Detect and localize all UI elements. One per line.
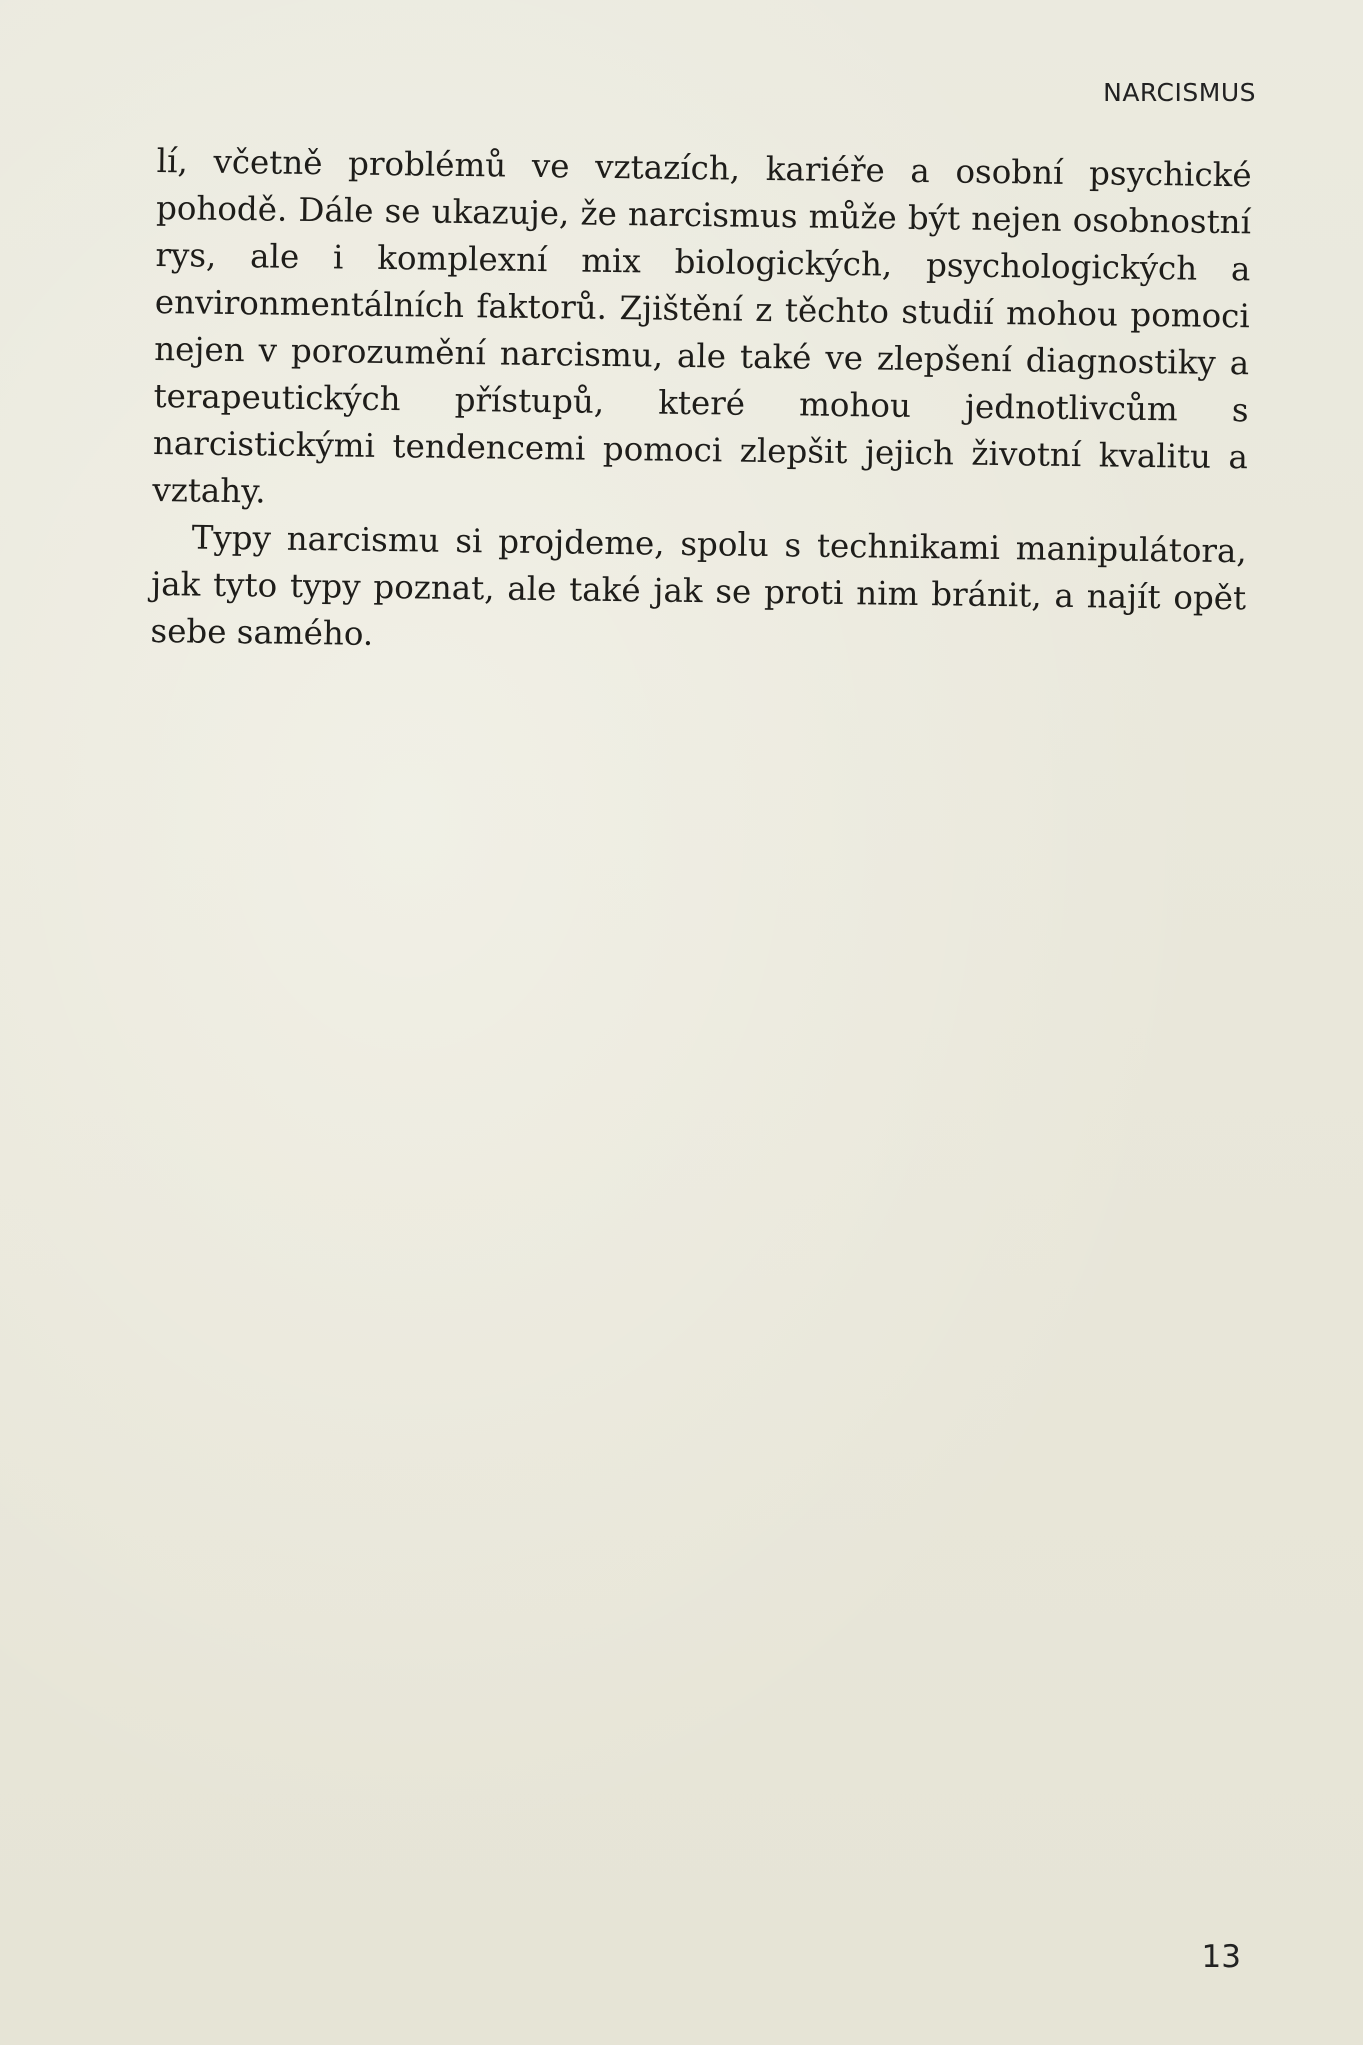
- page-number: 13: [1201, 1939, 1241, 1975]
- paragraph-continued: lí, včetně problémů ve vztazích, kariéře a osobní psychické pohodě. Dále se ukazuje, že narcismus může být nejen osobnostní rys, ale i komplexní mix biologických, psychologických a environmentálních faktorů. Zjištění z těchto studií mohou pomoci nejen v porozumění narcismu, ale také ve zlepšení diagnostiky a terapeutických přístupů, které mohou jednotlivcům s narcistickými tendencemi pomoci zlepšit jejich životní kvalitu a vztahy.: [152, 141, 1252, 511]
- paragraph: Typy narcismu si projdeme, spolu s technikami manipulátora, jak tyto typy poznat, ale také jak se proti nim bránit, a najít opět sebe samého.: [150, 518, 1247, 653]
- body-text: [150, 138, 1252, 669]
- running-head: NARCISMUS: [1103, 78, 1256, 107]
